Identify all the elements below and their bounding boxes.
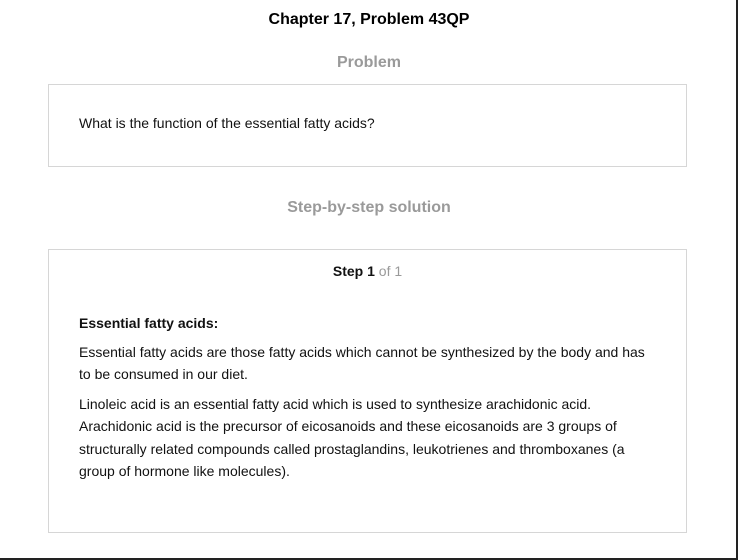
step-header bbox=[49, 263, 686, 279]
step-paragraph: Linoleic acid is an essential fatty acid which is used to synthesize arachidonic acid. Arachidonic acid is the precursor of eicosanoids and these eicosanoids are 3 groups of structurally related compounds called prostaglandins, leukotrienes and thromboxanes (a group of hormone like molecules). bbox=[79, 395, 625, 479]
step-subheading: Essential fatty acids: bbox=[79, 315, 219, 331]
step-of-total: of 1 bbox=[378, 263, 403, 279]
problem-card bbox=[48, 84, 687, 167]
step-body bbox=[79, 312, 659, 490]
solution-heading: Step-by-step solution bbox=[287, 199, 451, 216]
problem-question: What is the function of the essential fatty acids? bbox=[79, 115, 375, 131]
page-title: Chapter 17, Problem 43QP bbox=[268, 11, 470, 28]
step-number: 1 bbox=[367, 263, 375, 279]
step-label: Step bbox=[332, 263, 364, 279]
problem-heading: Problem bbox=[336, 54, 401, 71]
step-paragraph: Essential fatty acids are those fatty acids which cannot be synthesized by the body and has to be consumed in our diet. bbox=[79, 343, 645, 382]
solution-card bbox=[48, 249, 687, 533]
